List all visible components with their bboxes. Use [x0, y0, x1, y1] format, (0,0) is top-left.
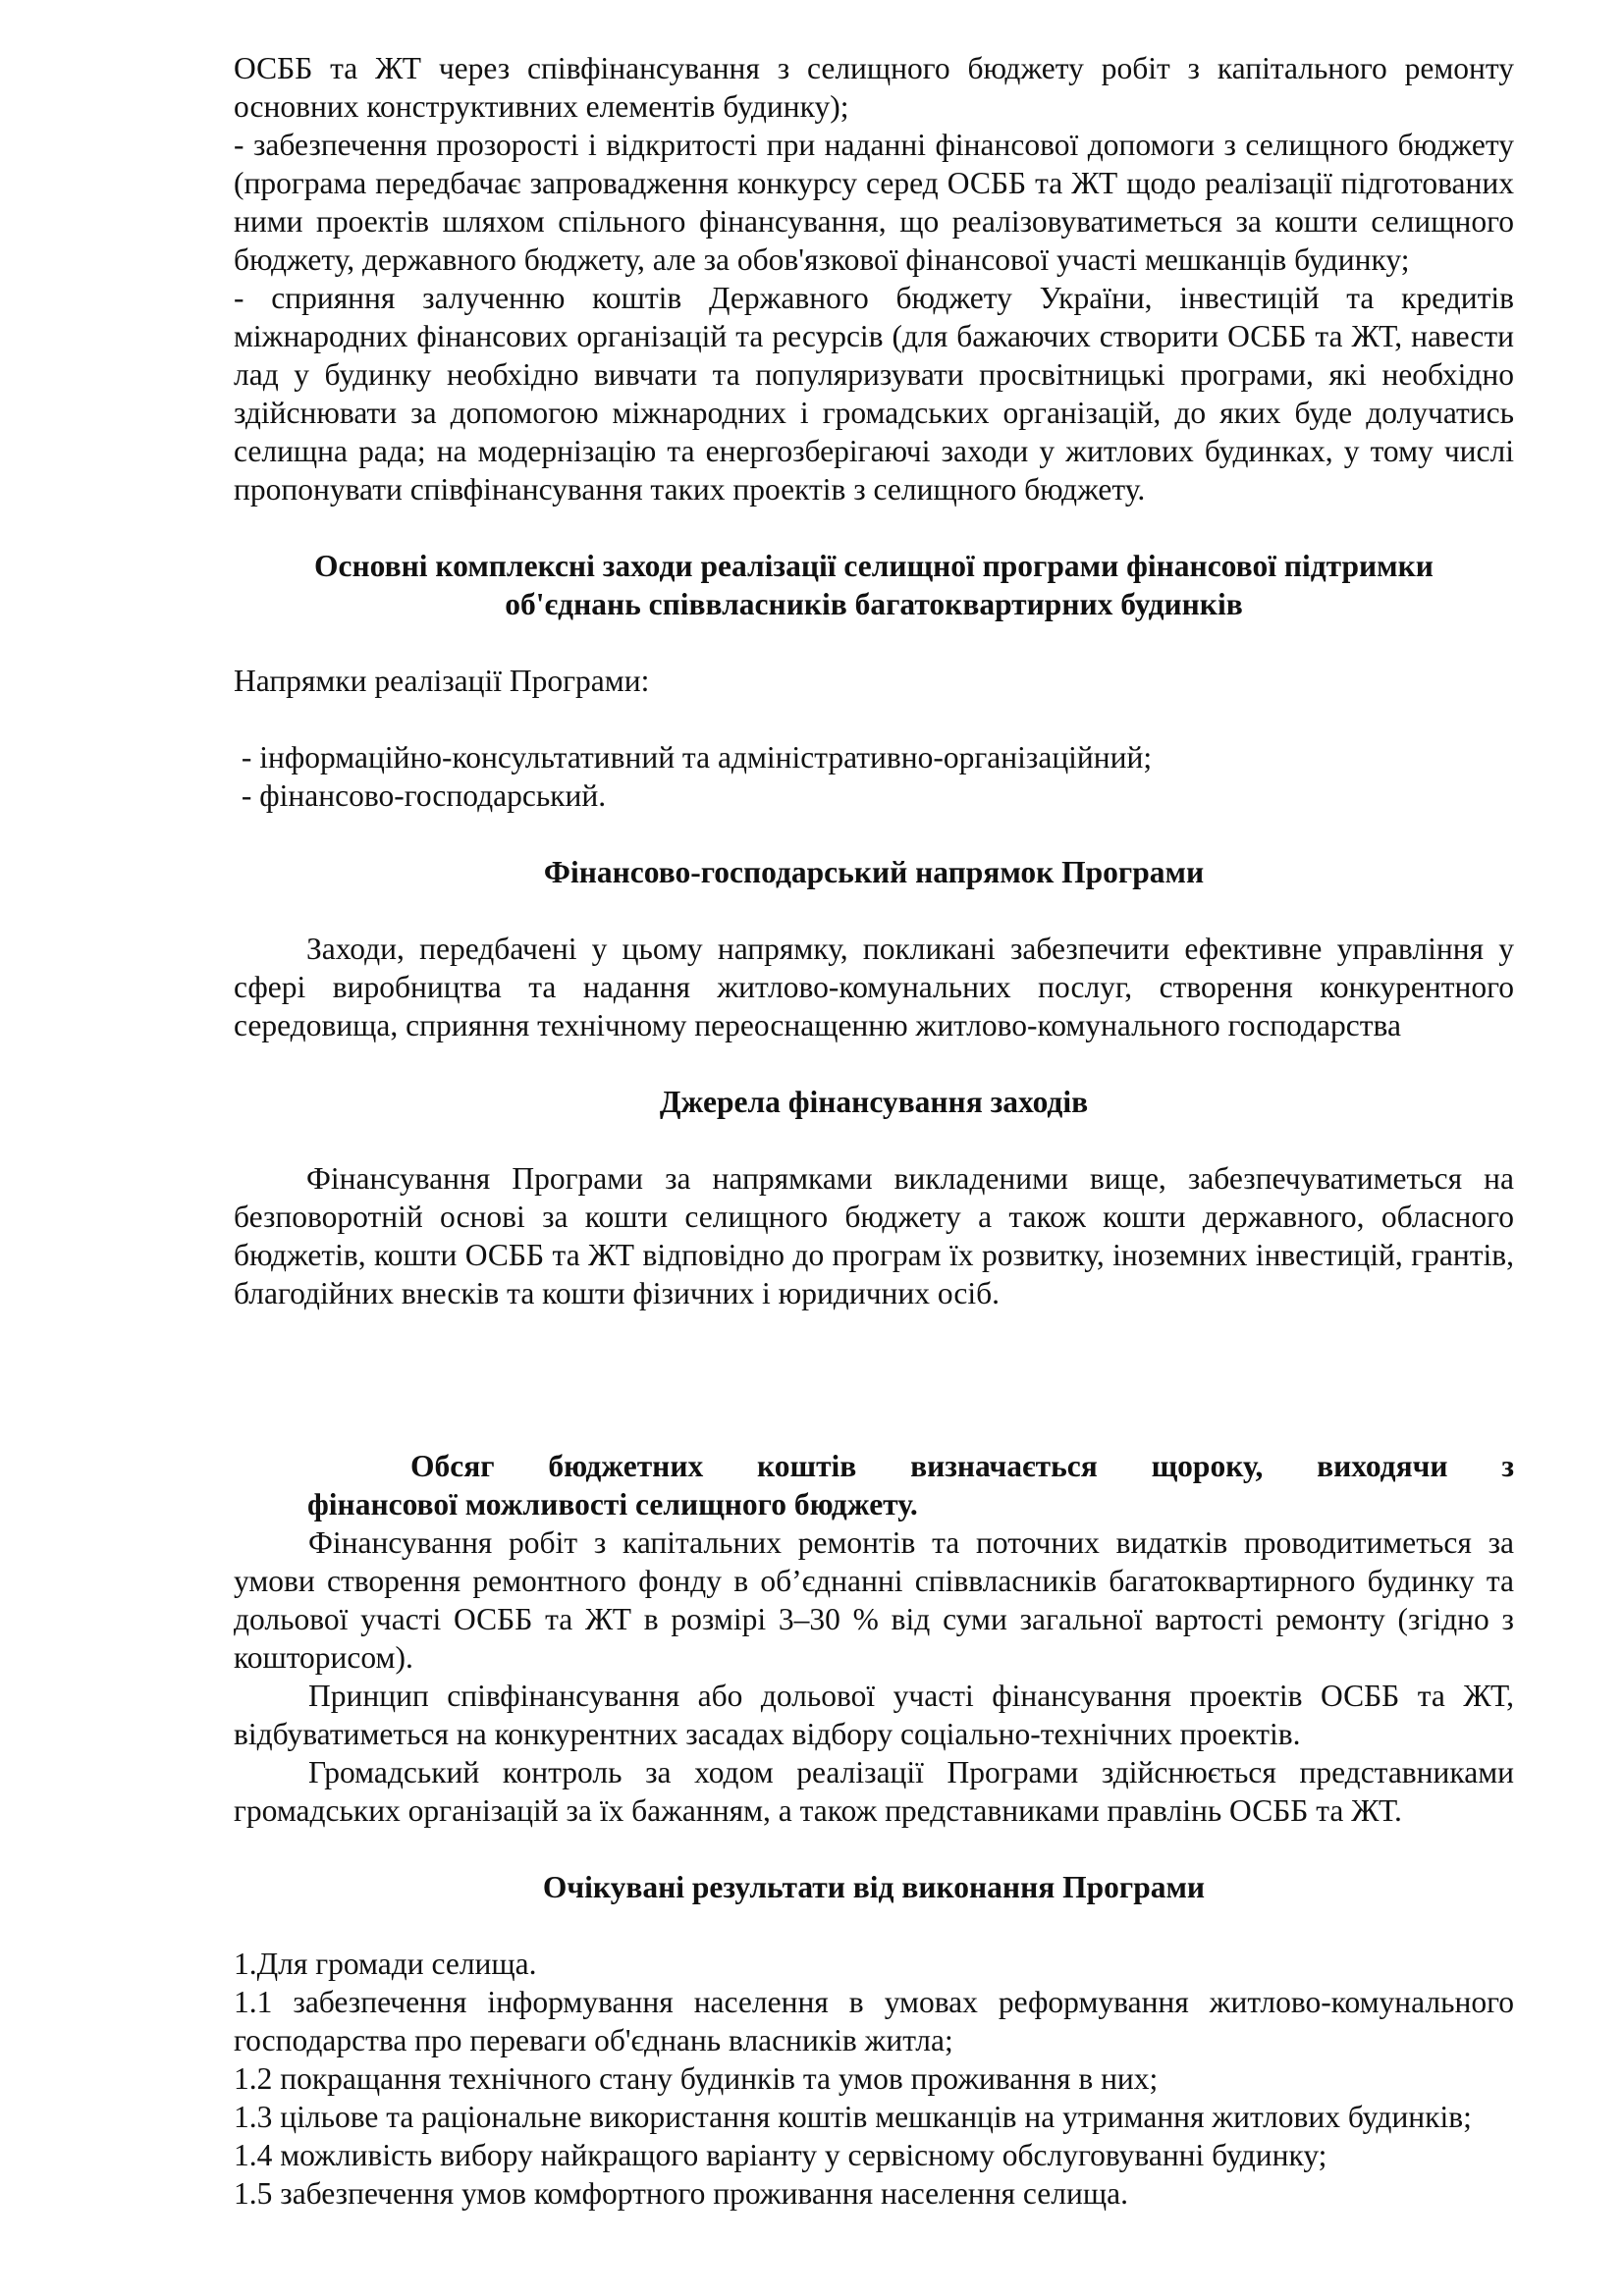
result-item: 1.5 забезпечення умов комфортного проживання населення селища.	[234, 2176, 1128, 2211]
document-page	[234, 49, 1514, 2213]
result-item: 1.1 забезпечення інформування населення в умовах реформування житлово-комунального господарства про переваги об'єднань власників житла;	[234, 1985, 1514, 2057]
list-item: - фінансово-господарський.	[234, 778, 607, 813]
section4-paragraph-1: Фінансування робіт з капітальних ремонтів та поточних видатків проводитиметься за умови створення ремонтного фонду в об’єднанні співвласників багатоквартирного будинку та дольової участі ОСББ та ЖТ в розмірі 3–30 % від суми загальної вартості ремонту (згідно з кошторисом).	[234, 1525, 1514, 1675]
section3-text: Фінансування Програми за напрямками викладеними вище, забезпечуватиметься на безповоротній основі за кошти селищного бюджету а також кошти державного, обласного бюджетів, кошти ОСББ та ЖТ відповідно до програм їх розвитку, іноземних інвестицій, грантів, благодійних внесків та кошти фізичних і юридичних осіб.	[234, 1161, 1514, 1310]
list-item: - інформаційно-консультативний та адміністративно-організаційний;	[234, 740, 1153, 774]
section1-title-line2: об'єднань співвласників багатоквартирних будинків	[505, 587, 1243, 621]
section2-text: Заходи, передбачені у цьому напрямку, покликані забезпечити ефективне управління у сфері виробництва та надання житлово-комунальних послуг, створення конкурентного середовища, сприяння технічному переоснащенню житлово-комунального господарства	[234, 932, 1514, 1042]
section4-paragraph-2: Принцип співфінансування або дольової участі фінансування проектів ОСББ та ЖТ, відбуватиметься на конкурентних засадах відбору соціально-технічних проектів.	[234, 1679, 1514, 1751]
intro-paragraph-2: - забезпечення прозорості і відкритості при наданні фінансової допомоги з селищного бюджету (програма передбачає запровадження конкурсу серед ОСББ та ЖТ щодо реалізації підготованих ними проектів шляхом спільного фінансування, що реалізовуватиметься за кошти селищного бюджету, державного бюджету, але за обов'язкової фінансової участі мешканців будинку;	[234, 128, 1514, 277]
section2-title: Фінансово-господарський напрямок Програми	[543, 855, 1205, 889]
intro-paragraph-1: ОСББ та ЖТ через співфінансування з селищного бюджету робіт з капітального ремонту основних конструктивних елементів будинку);	[234, 51, 1514, 124]
result-item: 1.3 цільове та раціональне використання коштів мешканців на утримання житлових будинків;	[234, 2100, 1472, 2134]
section4-bold-line1: Обсяг бюджетних коштів визначається щороку, виходячи з	[410, 1449, 1514, 1483]
section4-bold-line2: фінансової можливості селищного бюджету.	[307, 1487, 918, 1522]
section1-title-line1: Основні комплексні заходи реалізації селищної програми фінансової підтримки	[314, 549, 1434, 583]
result-item: 1.Для громади селища.	[234, 1947, 537, 1981]
section4-paragraph-3: Громадський контроль за ходом реалізації Програми здійснюється представниками громадських організацій за їх бажанням, а також представниками правлінь ОСББ та ЖТ.	[234, 1755, 1514, 1828]
section3-title: Джерела фінансування заходів	[659, 1085, 1089, 1119]
section1-lead: Напрямки реалізації Програми:	[234, 664, 650, 698]
section5-title: Очікувані результати від виконання Програми	[542, 1870, 1206, 1904]
result-item: 1.4 можливість вибору найкращого варіанту у сервісному обслуговуванні будинку;	[234, 2138, 1327, 2172]
result-item: 1.2 покращання технічного стану будинків та умов проживання в них;	[234, 2061, 1159, 2096]
intro-paragraph-3: - сприяння залученню коштів Державного бюджету України, інвестицій та кредитів міжнародних фінансових організацій та ресурсів (для бажаючих створити ОСББ та ЖТ, навести лад у будинку необхідно вивчати та популяризувати просвітницькі програми, які необхідно здійснювати за допомогою міжнародних і громадських організацій, до яких буде долучатись селищна рада; на модернізацію та енергозберігаючі заходи у житлових будинках, у тому числі пропонувати співфінансування таких проектів з селищного бюджету.	[234, 281, 1514, 507]
